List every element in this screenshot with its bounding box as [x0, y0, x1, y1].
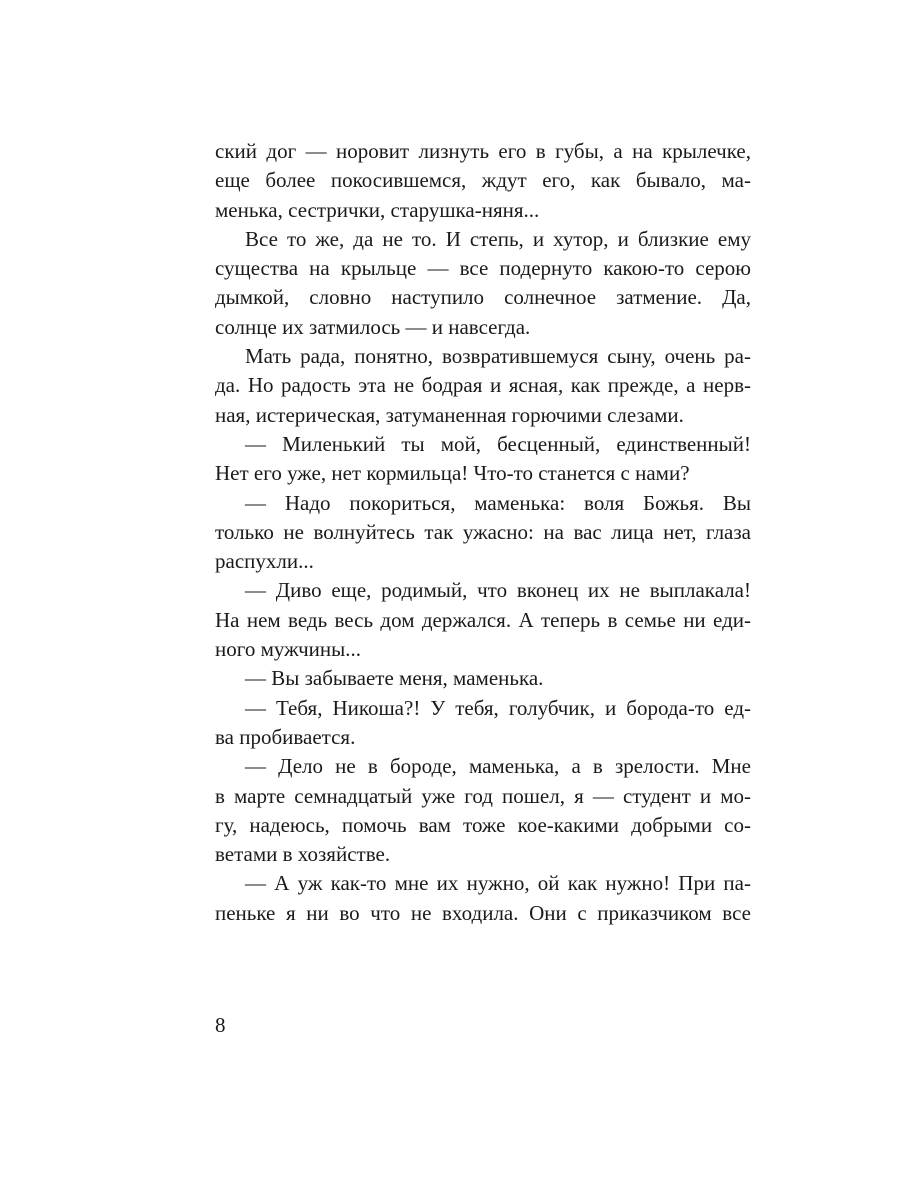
- text-line: — Дело не в бороде, маменька, а в зрелости. Мне: [245, 754, 751, 779]
- text-line: солнце их затмилось — и навсегда.: [215, 314, 531, 339]
- text-line: гу, надеюсь, помочь вам тоже кое-какими добрыми со-: [215, 812, 751, 837]
- text-line: пеньке я ни во что не входила. Они с приказчиком все: [215, 900, 751, 925]
- text-line: ная, истерическая, затуманенная горючими слезами.: [215, 402, 684, 427]
- text-line: — Миленький ты мой, бесценный, единственный!: [245, 431, 751, 456]
- text-line: ский дог — норовит лизнуть его в губы, а на крылечке,: [215, 139, 751, 163]
- text-line: в марте семнадцатый уже год пошел, я — студент и мо-: [215, 783, 751, 808]
- text-line: еще более покосившемся, ждут его, как бывало, ма-: [215, 168, 751, 193]
- text-line: — А уж как-то мне их нужно, ой как нужно! При па-: [245, 871, 751, 896]
- page-number: 8: [215, 1013, 226, 1037]
- text-line: — Вы забываете меня, маменька.: [245, 666, 544, 691]
- text-line: да. Но радость эта не бодрая и ясная, как прежде, а нерв-: [215, 373, 751, 398]
- text-line: Все то же, да не то. И степь, и хутор, и близкие ему: [245, 226, 751, 251]
- text-line: На нем ведь весь дом держался. А теперь в семье ни еди-: [215, 607, 751, 632]
- text-line: ва пробивается.: [215, 724, 356, 749]
- text-line: дымкой, словно наступило солнечное затмение. Да,: [215, 285, 751, 310]
- text-line: ного мужчины...: [215, 637, 361, 662]
- text-line: только не волнуйтесь так ужасно: на вас лица нет, глаза: [215, 519, 751, 544]
- text-line: распухли...: [215, 549, 314, 574]
- text-line: — Надо покориться, маменька: воля Божья. Вы: [245, 490, 751, 515]
- text-line: ветами в хозяйстве.: [215, 842, 391, 867]
- text-line: Мать рада, понятно, возвратившемуся сыну, очень ра-: [245, 344, 751, 369]
- text-line: — Диво еще, родимый, что вконец их не выплакала!: [245, 578, 751, 603]
- text-line: менька, сестрички, старушка-няня...: [215, 197, 540, 222]
- text-line: — Тебя, Никоша?! У тебя, голубчик, и борода-то ед-: [245, 695, 751, 720]
- text-line: существа на крыльце — все подернуто какою-то серою: [215, 256, 751, 281]
- body-text: [215, 137, 751, 928]
- text-line: Нет его уже, нет кормильца! Что-то станется с нами?: [215, 461, 690, 486]
